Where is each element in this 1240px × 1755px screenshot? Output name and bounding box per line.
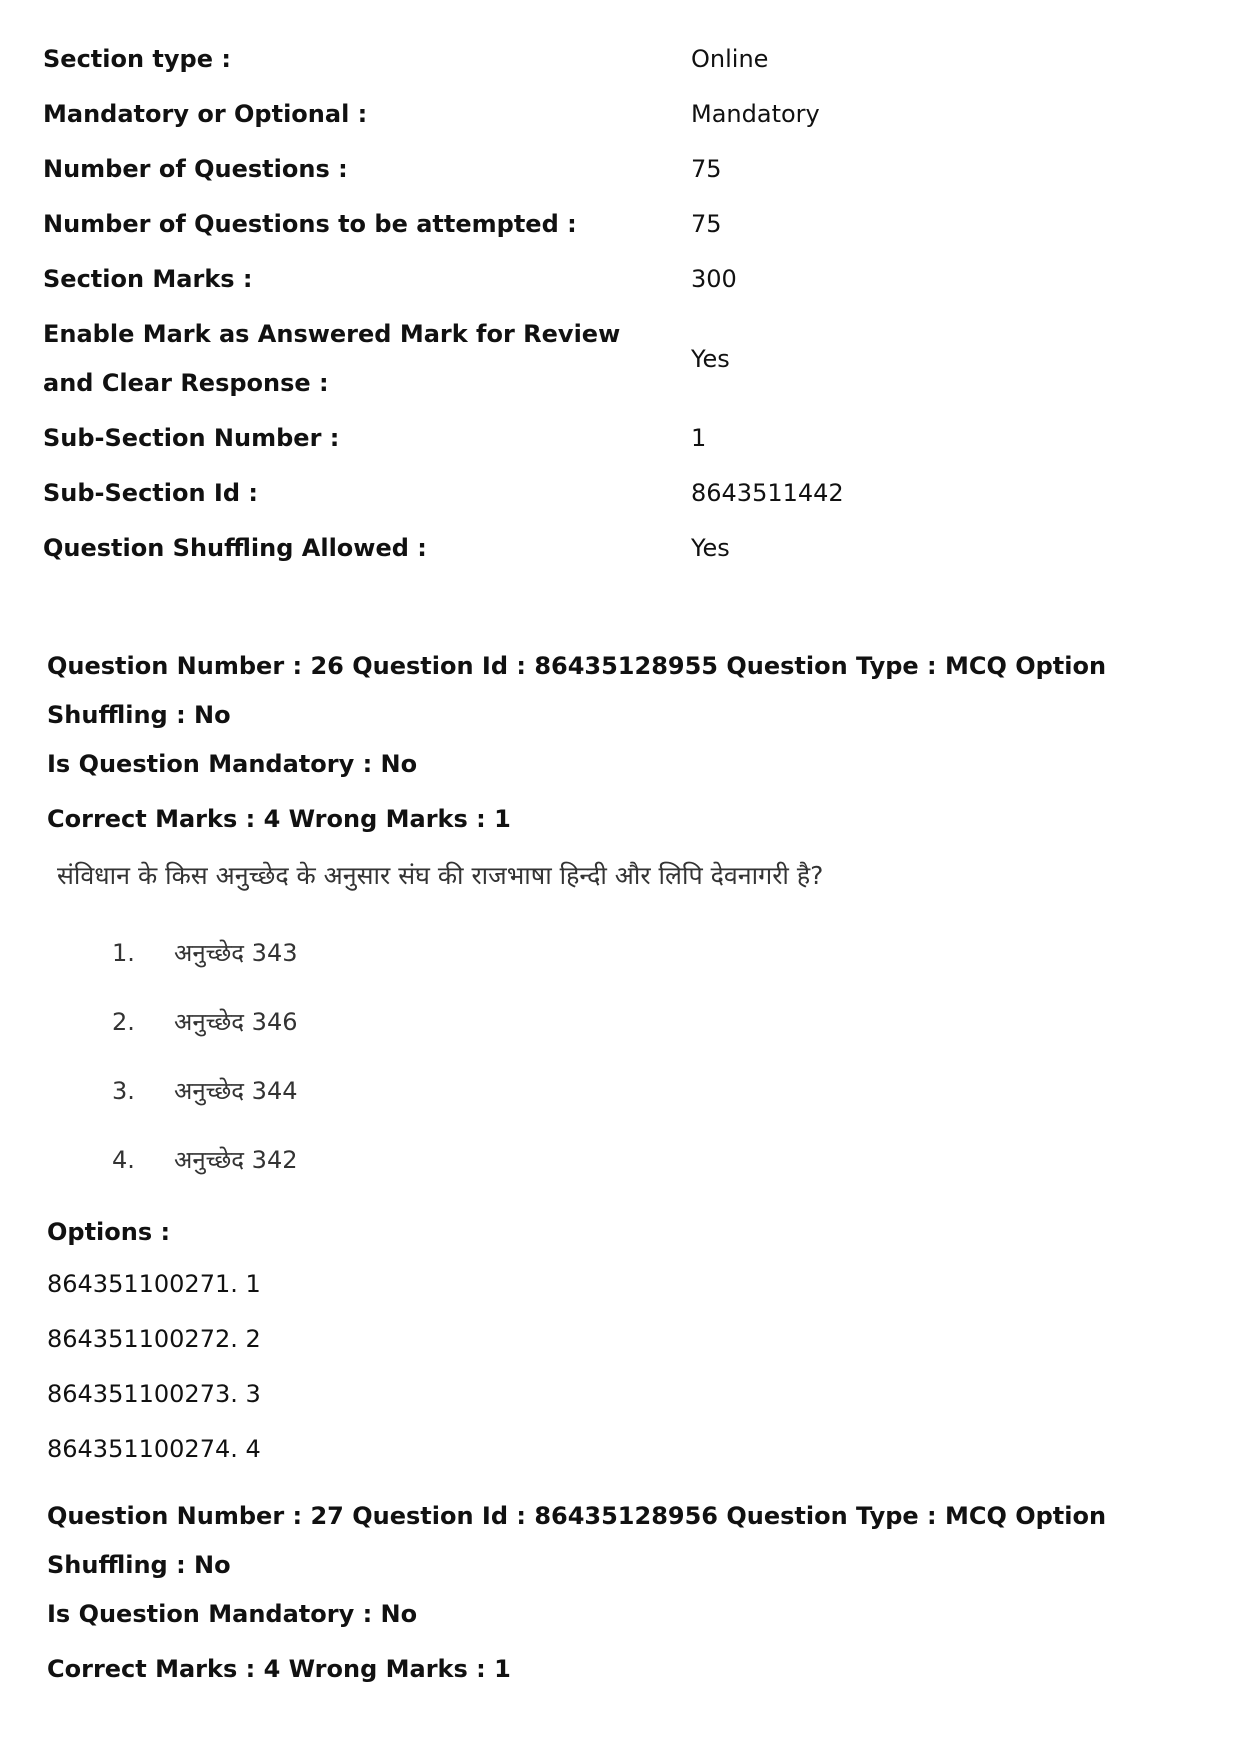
question-header-line: Question Number : 26 Question Id : 86435128955 Question Type : MCQ Option Shuffling : No [47, 652, 1107, 729]
info-label: Section type : [43, 45, 231, 73]
info-value: Yes [691, 344, 730, 373]
info-row [43, 87, 1193, 142]
info-value: Online [691, 45, 769, 73]
choice-text: अनुच्छेद 342 [174, 1146, 298, 1174]
choice-number: 4. [112, 1145, 135, 1174]
question-mandatory-line: Is Question Mandatory : No [47, 1600, 418, 1628]
choice-item [47, 1056, 1207, 1125]
option-id-line: 864351100272. 2 [47, 1325, 261, 1353]
option-id-line: 864351100273. 3 [47, 1380, 261, 1408]
question-header [47, 1492, 1207, 1639]
question-header-line: Question Number : 27 Question Id : 86435128956 Question Type : MCQ Option Shuffling : No [47, 1502, 1107, 1579]
marks-line: Correct Marks : 4 Wrong Marks : 1 [47, 805, 511, 833]
info-label: Section Marks : [43, 265, 253, 293]
info-value: 8643511442 [691, 479, 844, 507]
options-title: Options : [47, 1218, 171, 1246]
question-text: संविधान के किस अनुच्छेद के अनुसार संघ की राजभाषा हिन्दी और लिपि देवनागरी है? [57, 861, 824, 890]
choice-number: 2. [112, 1007, 135, 1036]
info-value: 75 [691, 210, 722, 238]
marks-line: Correct Marks : 4 Wrong Marks : 1 [47, 1655, 511, 1683]
question-27 [47, 1492, 1207, 1694]
info-row [43, 142, 1193, 197]
info-row [43, 197, 1193, 252]
section-info-table [43, 32, 1193, 576]
choice-text: अनुच्छेद 343 [174, 939, 298, 967]
info-label: Sub-Section Number : [43, 424, 340, 452]
option-id-line: 864351100271. 1 [47, 1270, 261, 1298]
choice-item [47, 918, 1207, 987]
choice-item [47, 987, 1207, 1056]
info-value: Mandatory [691, 100, 820, 128]
info-label: Sub-Section Id : [43, 479, 258, 507]
info-row [43, 521, 1193, 576]
info-row [43, 307, 1193, 411]
info-row [43, 252, 1193, 307]
choice-text: अनुच्छेद 346 [174, 1008, 298, 1036]
option-id-line: 864351100274. 4 [47, 1435, 261, 1463]
info-label: Question Shuffling Allowed : [43, 534, 427, 562]
info-row [43, 411, 1193, 466]
info-label: Number of Questions : [43, 155, 348, 183]
info-label: Mandatory or Optional : [43, 100, 368, 128]
question-26 [47, 642, 1207, 1477]
choice-text: अनुच्छेद 344 [174, 1077, 298, 1105]
choice-number: 3. [112, 1076, 135, 1105]
choice-number: 1. [112, 938, 135, 967]
info-label: Enable Mark as Answered Mark for Review and Clear Response : [43, 320, 621, 397]
info-value: 75 [691, 155, 722, 183]
info-row [43, 466, 1193, 521]
choice-item [47, 1125, 1207, 1194]
choice-list [47, 918, 1207, 1194]
question-mandatory-line: Is Question Mandatory : No [47, 750, 418, 778]
info-row [43, 32, 1193, 87]
info-value: Yes [691, 534, 730, 562]
info-value: 300 [691, 265, 737, 293]
info-label: Number of Questions to be attempted : [43, 210, 577, 238]
info-value: 1 [691, 424, 707, 452]
question-header [47, 642, 1207, 789]
